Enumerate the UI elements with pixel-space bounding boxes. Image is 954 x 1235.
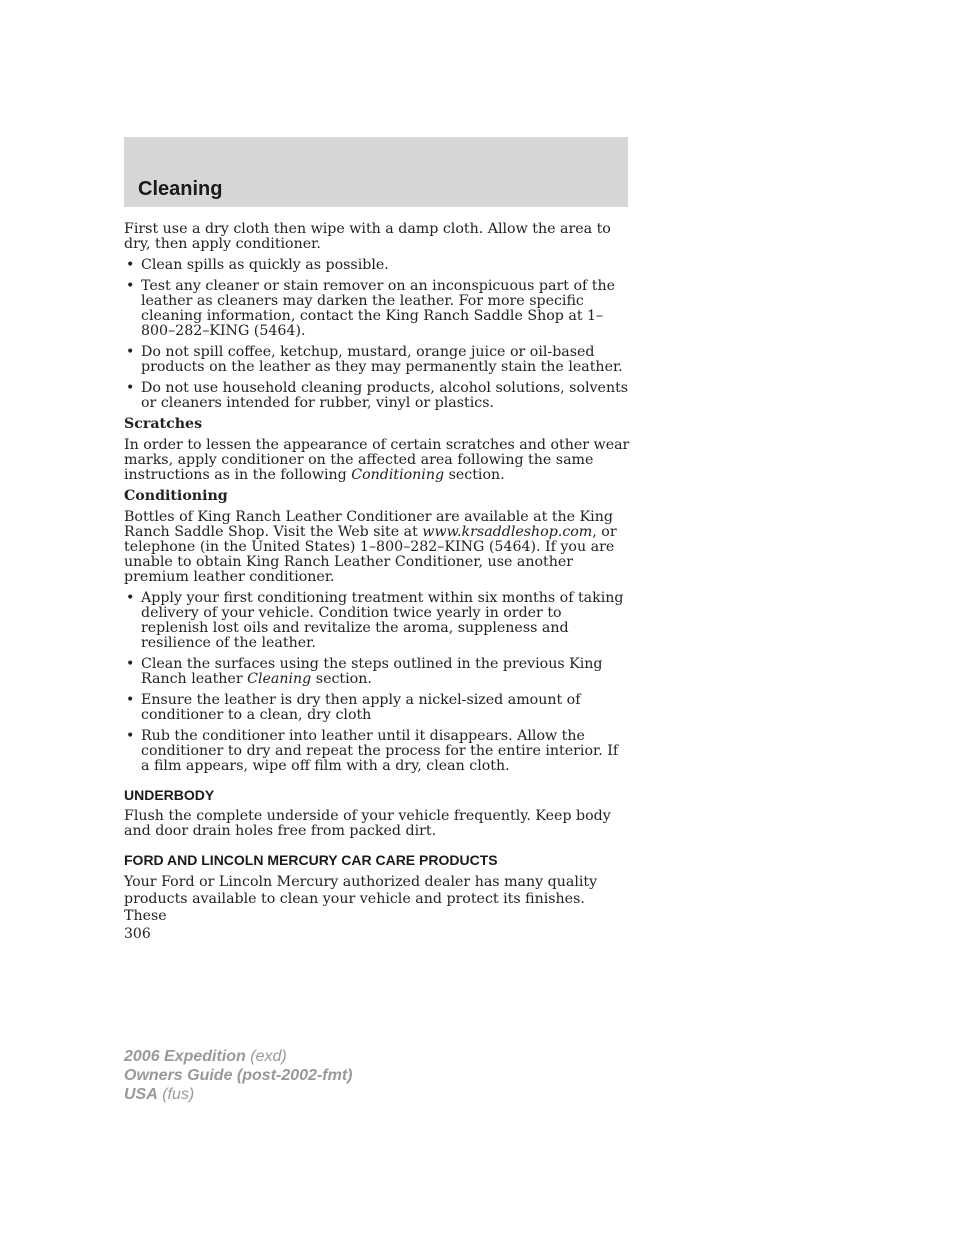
bullet-text: Clean the surfaces using the steps outlined in the previous King Ranch leather xyxy=(141,656,603,687)
conditioning-reference: Conditioning xyxy=(351,467,445,483)
bullet-text-end: section. xyxy=(311,671,372,687)
conditioning-text: Bottles of King Ranch Leather Conditioner are available at the King Ranch Saddle Shop. Visit the Web site at xyxy=(124,509,613,540)
cleaning-reference: Cleaning xyxy=(247,671,312,687)
underbody-heading: UNDERBODY xyxy=(124,787,215,803)
page-content xyxy=(124,222,630,931)
list-item: • Rub the conditioner into leather until it disappears. Allow the conditioner to dry and repeat the process for the entire interior. If a film appears, wipe off film with a dry, clean cloth. xyxy=(124,729,630,774)
footer-line-market xyxy=(124,1085,352,1104)
care-bullet-list xyxy=(124,258,630,411)
list-item: • Test any cleaner or stain remover on an inconspicuous part of the leather as cleaners may darken the leather. For more specific cleaning information, contact the King Ranch Saddle Shop at 1–800–282–KING (5464). xyxy=(124,279,630,339)
list-item: • Do not use household cleaning products, alcohol solutions, solvents or cleaners intended for rubber, vinyl or plastics. xyxy=(124,381,630,411)
footer-model: 2006 Expedition xyxy=(124,1048,246,1065)
footer-line-guide: Owners Guide (post-2002-fmt) xyxy=(124,1067,353,1084)
scratches-heading: Scratches xyxy=(124,416,203,432)
car-care-heading: FORD AND LINCOLN MERCURY CAR CARE PRODUCTS xyxy=(124,852,498,868)
footer-market-code: (fus) xyxy=(157,1086,195,1103)
list-item: • Clean spills as quickly as possible. xyxy=(124,258,630,273)
list-item xyxy=(124,657,630,687)
scratches-text-end: section. xyxy=(444,467,505,483)
scratches-text: In order to lessen the appearance of certain scratches and other wear marks, apply conditioner on the affected area following the same instructions as in the following xyxy=(124,437,630,483)
list-item: • Apply your first conditioning treatment within six months of taking delivery of your vehicle. Condition twice yearly in order to replenish lost oils and revitalize the aroma, suppleness and resilience of the leather. xyxy=(124,591,630,651)
conditioning-heading: Conditioning xyxy=(124,488,228,504)
list-item: • Ensure the leather is dry then apply a nickel-sized amount of conditioner to a clean, dry cloth xyxy=(124,693,630,723)
footer-market: USA xyxy=(124,1086,158,1103)
conditioning-paragraph xyxy=(124,510,630,585)
underbody-paragraph: Flush the complete underside of your vehicle frequently. Keep body and door drain holes free from packed dirt. xyxy=(124,808,611,839)
conditioning-bullet-list xyxy=(124,591,630,774)
list-item: • Do not spill coffee, ketchup, mustard, orange juice or oil-based products on the leather as they may permanently stain the leather. xyxy=(124,345,630,375)
footer-line-model xyxy=(124,1047,352,1066)
document-footer xyxy=(124,1047,352,1104)
website-link: www.krsaddleshop.com xyxy=(422,524,593,540)
section-title: Cleaning xyxy=(138,178,223,200)
conditioning-text-end: , or telephone (in the United States) 1–800–282–KING (5464). If you are unable to obtain King Ranch Leather Conditioner, use another premium leather conditioner. xyxy=(124,524,617,585)
footer-model-code: (exd) xyxy=(245,1048,287,1065)
page-number: 306 xyxy=(124,926,151,942)
scratches-paragraph xyxy=(124,438,630,483)
intro-paragraph: First use a dry cloth then wipe with a damp cloth. Allow the area to dry, then apply conditioner. xyxy=(124,221,611,252)
car-care-paragraph: Your Ford or Lincoln Mercury authorized dealer has many quality products available to clean your vehicle and protect its finishes. These xyxy=(124,874,598,924)
